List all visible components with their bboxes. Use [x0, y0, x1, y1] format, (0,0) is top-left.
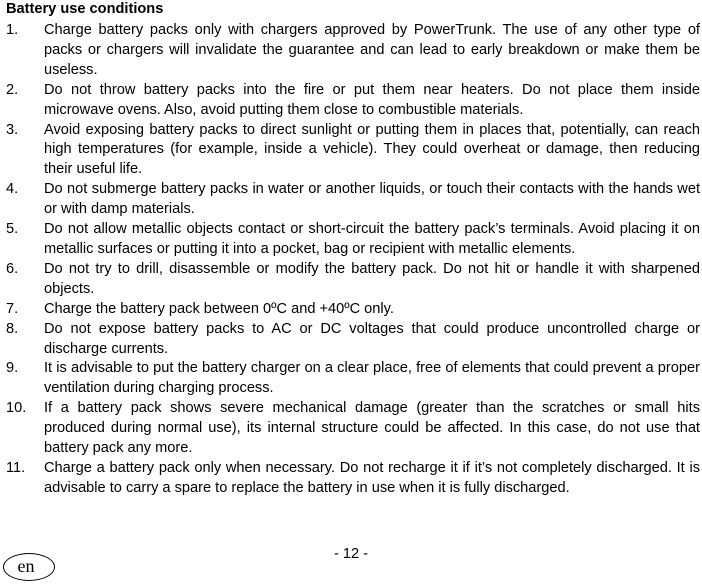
list-item-text: Avoid exposing battery packs to direct sunlight or putting them in places that, potentially, can reach high temperatures (for example, inside a vehicle). They could overheat or damage, then reducing their useful life.: [44, 121, 700, 178]
list-item-number: 4.: [6, 181, 19, 198]
list-item-text: Do not throw battery packs into the fire or put them near heaters. Do not place them inside microwave ovens. Also, avoid putting them close to combustible materials.: [44, 81, 700, 118]
list-item-text: If a battery pack shows severe mechanical damage (greater than the scratches or small hits produced during normal use), its internal structure could be affected. In this case, do not use that battery pack any more.: [44, 400, 700, 457]
list-item-text: Do not expose battery packs to AC or DC voltages that could produce uncontrolled charge or discharge currents.: [44, 320, 700, 357]
list-item-number: 7.: [6, 300, 19, 317]
list-item-number: 3.: [6, 121, 19, 138]
list-item: [6, 459, 700, 499]
list-item-text: Do not try to drill, disassemble or modify the battery pack. Do not hit or handle it with sharpened objects.: [44, 260, 700, 297]
section-heading: Battery use conditions: [6, 1, 164, 17]
list-item-number: 2.: [6, 81, 19, 98]
list-item: [6, 180, 700, 220]
list-item-text: Do not allow metallic objects contact or short-circuit the battery pack’s terminals. Avoid placing it on metallic surfaces or putting it into a pocket, bag or recipient with metallic elements.: [44, 221, 700, 257]
list-item: [6, 300, 700, 320]
list-item-number: 5.: [6, 221, 19, 238]
list-item-number: 9.: [6, 360, 19, 377]
list-item-text: Charge battery packs only with chargers approved by PowerTrunk. The use of any other type of packs or chargers will invalidate the guarantee and can lead to early breakdown or make them be useless.: [44, 22, 700, 78]
document-page: [6, 0, 700, 499]
list-item: [6, 260, 700, 300]
list-item-text: Charge a battery pack only when necessary. Do not recharge it if it’s not completely discharged. It is advisable to carry a spare to replace the battery in use when it is fully discharged.: [44, 459, 700, 496]
list-item-number: 6.: [6, 260, 19, 277]
list-item-number: 1.: [6, 22, 19, 38]
list-item: [6, 399, 700, 459]
list-item: [6, 320, 700, 360]
language-badge: en: [3, 553, 55, 581]
list-item-number: 10.: [6, 400, 27, 417]
list-item: [6, 220, 700, 260]
list-item: [6, 81, 700, 121]
list-item-text: It is advisable to put the battery charger on a clear place, free of elements that could prevent a proper ventilation during charging process.: [44, 360, 700, 397]
battery-conditions-list: [6, 21, 700, 499]
list-item: [6, 121, 700, 181]
page-number: - 12 -: [333, 546, 369, 562]
list-item-number: 8.: [6, 320, 19, 337]
list-item-text: Charge the battery pack between 0ºC and +40ºC only.: [44, 300, 394, 317]
list-item-number: 11.: [6, 459, 26, 476]
list-item: [6, 21, 700, 81]
list-item-text: Do not submerge battery packs in water or another liquids, or touch their contacts with the hands wet or with damp materials.: [44, 181, 700, 218]
list-item: [6, 359, 700, 399]
